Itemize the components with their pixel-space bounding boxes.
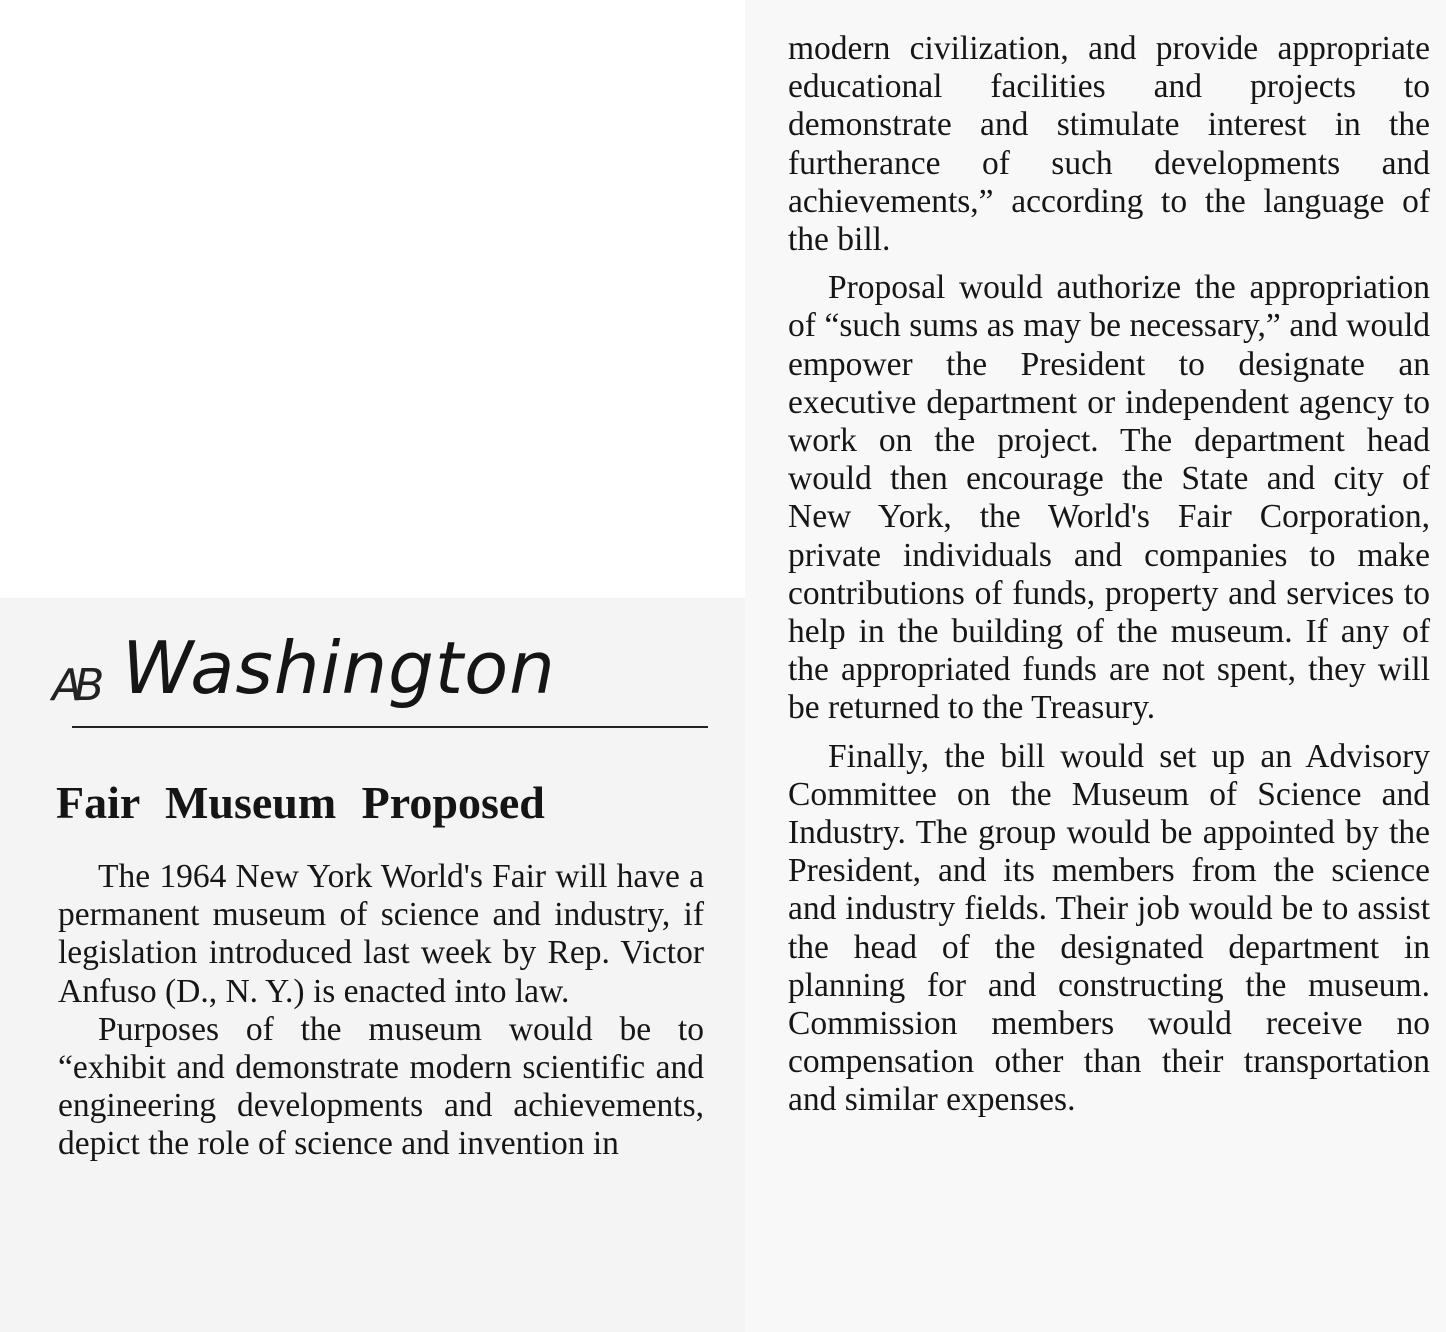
paragraph-5: Finally, the bill would set up an Advisory Committee on the Museum of Science and Industry. The group would be appointed by the President, and its members from the science and industry fields. Their job would be to assist the head of the designated department in planning for and constructing the museum. Commission members would receive no compensation other than their transportation and similar expenses.: [788, 737, 1430, 1119]
section-underline: [72, 726, 708, 728]
paragraph-4: Proposal would authorize the appropriation of “such sums as may be necessary,” and would empower the President to designate an executive department or independent agency to work on the project. The department head would then encourage the State and city of New York, the World's Fair Corporation, private individuals and companies to make contributions of funds, property and services to help in the building of the museum. If any of the appropriated funds are not spent, they will be returned to the Treasury.: [788, 269, 1430, 727]
left-text-column: [58, 858, 704, 1164]
paragraph-2: Purposes of the museum would be to “exhibit and demonstrate modern scientific and engineering developments and achievements, depict the role of science and invention in: [58, 1010, 704, 1163]
right-text-column: [788, 30, 1430, 1120]
blank-area: [0, 0, 745, 598]
author-initials: AB: [52, 660, 97, 711]
section-title: Washington: [122, 626, 556, 710]
paragraph-3: modern civilization, and provide appropriate educational facilities and projects to demonstrate and stimulate interest in the furtherance of such developments and achievements,” according to the language of the bill.: [788, 30, 1430, 259]
paragraph-1: The 1964 New York World's Fair will have a permanent museum of science and industry, if legislation introduced last week by Rep. Victor Anfuso (D., N. Y.) is enacted into law.: [58, 858, 704, 1010]
article-headline: Fair Museum Proposed: [56, 777, 545, 828]
